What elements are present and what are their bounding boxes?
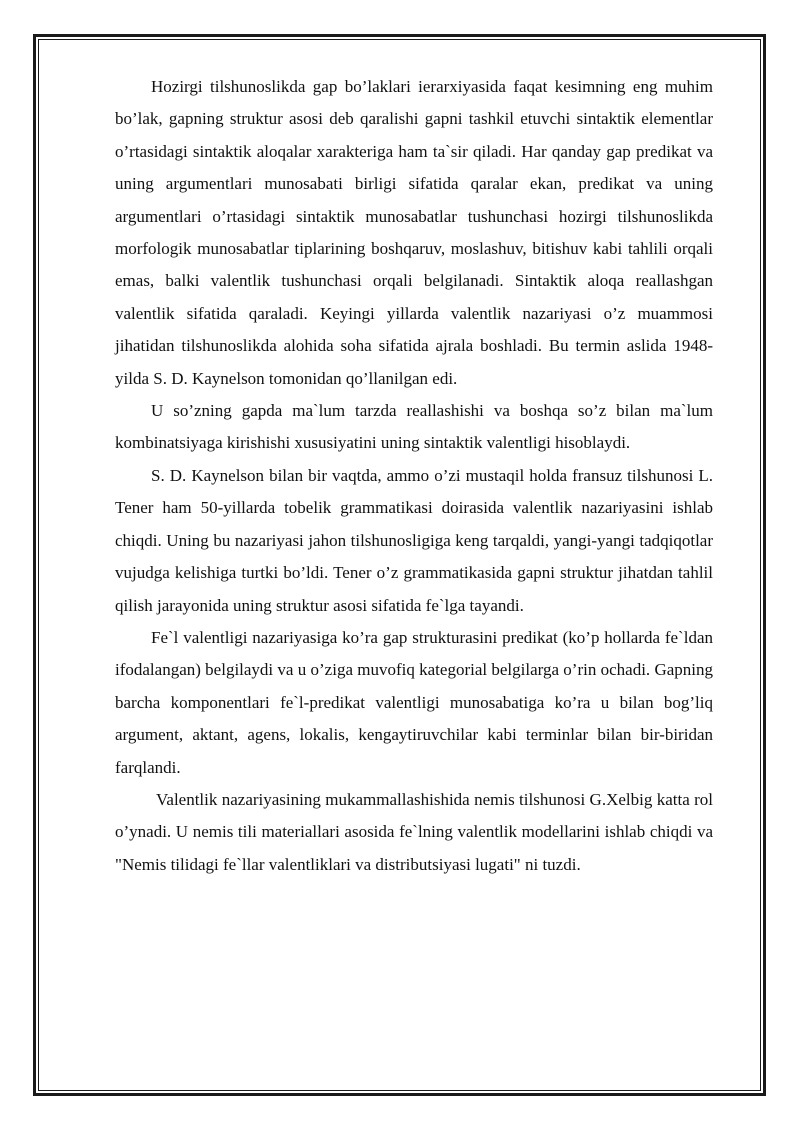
paragraph-5: Valentlik nazariyasining mukammallashishida nemis tilshunosi G.Xelbig katta rol o’ynadi. U nemis tili materiallari asosida fe`lning valentlik modellarini ishlab chiqdi va "Nemis tilidagi fe`llar valentliklari va distributsiyasi lugati" ni tuzdi. — [115, 789, 713, 874]
paragraph-2: U so’zning gapda ma`lum tarzda reallashishi va boshqa so’z bilan ma`lum kombinatsiyaga kirishishi xususiyatini uning sintaktik valentligi hisoblaydi. — [115, 401, 713, 453]
paragraph-1: Hozirgi tilshunoslikda gap bo’laklari ierarxiyasida faqat kesimning eng muhim bo’lak, gapning struktur asosi deb qaralishi gapni tashkil etuvchi sintaktik elementlar o’rtasidagi sintaktik aloqalar xarakteriga ham ta`sir qiladi. Har qanday gap predikat va uning argumentlari munosabati birligi sifatida qaralar ekan, predikat va uning argumentlari o’rtasidagi sintaktik munosabatlar tushunchasi hozirgi tilshunoslikda morfologik munosabatlar tiplarining boshqaruv, moslashuv, bitishuv kabi tahlili orqali emas, balki valentlik tushunchasi orqali belgilanadi. Sintaktik aloqa reallashgan valentlik sifatida qaraladi. Keyingi yillarda valentlik nazariyasi o’z muammosi jihatidan tilshunoslikda alohida soha sifatida ajrala boshladi. Bu termin aslida 1948-yilda S. D. Kaynelson tomonidan qo’llanilgan edi. — [115, 77, 713, 388]
paragraph-4: Fe`l valentligi nazariyasiga ko’ra gap strukturasini predikat (ko’p hollarda fe`ldan ifodalangan) belgilaydi va u o’ziga muvofiq kategorial belgilarga o’rin ochadi. Gapning barcha komponentlari fe`l-predikat valentligi munosabatiga ko’ra u bilan bog’liq argument, aktant, agens, lokalis, kengaytiruvchilar kabi terminlar bilan bir-biridan farqlandi. — [115, 627, 713, 777]
document-body — [115, 71, 713, 881]
paragraph-3: S. D. Kaynelson bilan bir vaqtda, ammo o’zi mustaqil holda fransuz tilshunosi L. Tener ham 50-yillarda tobelik grammatikasi doirasida valentlik nazariyasini ishlab chiqdi. Uning bu nazariyasi jahon tilshunosligiga keng tarqaldi, yangi-yangi tadqiqotlar vujudga kelishiga turtki bo’ldi. Tener o’z grammatikasida gapni struktur jihatdan tahlil qilish jarayonida uning struktur asosi sifatida fe`lga tayandi. — [115, 465, 713, 615]
